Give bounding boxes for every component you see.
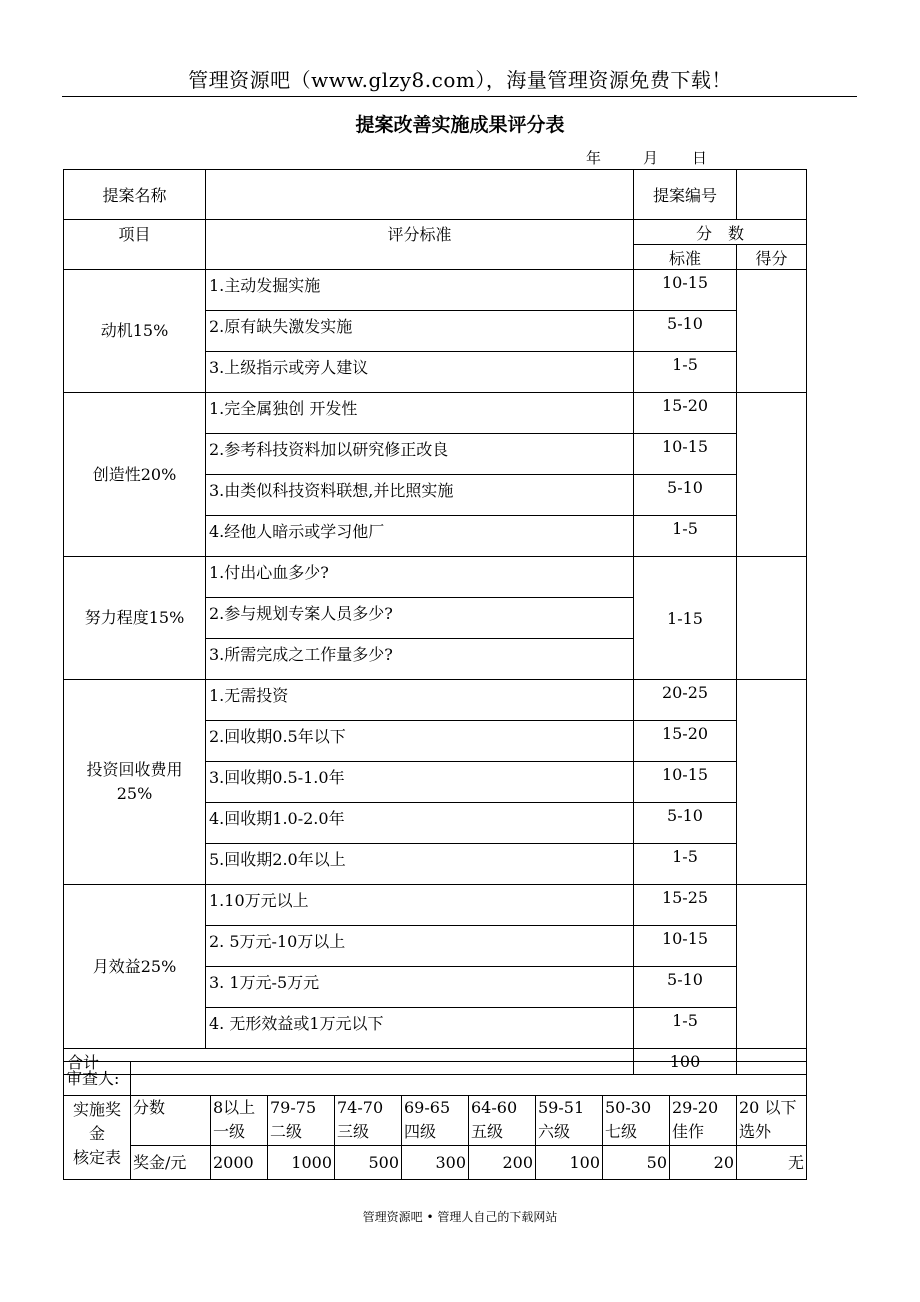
header-divider [62, 96, 857, 97]
criterion-cell: 3.上级指示或旁人建议 [206, 352, 634, 393]
level-range: 8以上 [213, 1098, 256, 1117]
bonus-label-line: 金 [88, 1124, 105, 1143]
level-cell [268, 1096, 335, 1146]
level-grade: 六级 [538, 1122, 571, 1141]
amount-cell: 100 [536, 1146, 603, 1180]
level-cell [737, 1096, 807, 1146]
criterion-cell: 4. 无形效益或1万元以下 [206, 1008, 634, 1049]
page-title: 提案改善实施成果评分表 [355, 114, 565, 136]
standard-cell: 1-5 [634, 516, 737, 557]
amount-cell: 300 [402, 1146, 469, 1180]
level-grade: 佳作 [672, 1122, 705, 1141]
level-range: 74-70 [337, 1098, 384, 1117]
score-input-cell[interactable] [737, 885, 807, 1049]
date-day-label: 日 [692, 149, 708, 167]
level-range: 64-60 [471, 1098, 518, 1117]
level-cell [469, 1096, 536, 1146]
score-input-cell[interactable] [737, 680, 807, 885]
criterion-cell: 3.回收期0.5-1.0年 [206, 762, 634, 803]
date-year-label: 年 [586, 149, 602, 167]
obtained-column-header: 得分 [737, 245, 807, 270]
level-range: 69-65 [404, 1098, 451, 1117]
criterion-cell: 2.回收期0.5年以下 [206, 721, 634, 762]
level-range: 20 以下 [739, 1098, 797, 1117]
proposal-name-field[interactable] [206, 170, 634, 220]
proposal-number-field[interactable] [737, 170, 807, 220]
level-grade: 七级 [605, 1122, 638, 1141]
amount-row-label: 奖金/元 [131, 1146, 211, 1180]
criterion-cell: 2.参与规划专案人员多少? [206, 598, 634, 639]
criterion-cell: 3.所需完成之工作量多少? [206, 639, 634, 680]
site-header: 管理资源吧（www.glzy8.com），海量管理资源免费下载！ [188, 68, 732, 92]
criterion-cell: 4.经他人暗示或学习他厂 [206, 516, 634, 557]
level-range: 59-51 [538, 1098, 585, 1117]
amount-cell: 200 [469, 1146, 536, 1180]
criterion-cell: 1.10万元以上 [206, 885, 634, 926]
score-column-header: 分 数 [634, 220, 807, 245]
table-row [64, 680, 807, 721]
criterion-cell: 1.无需投资 [206, 680, 634, 721]
amount-cell: 无 [737, 1146, 807, 1180]
criterion-cell: 1.付出心血多少? [206, 557, 634, 598]
table-row [64, 885, 807, 926]
standard-cell: 10-15 [634, 762, 737, 803]
criterion-cell: 2. 5万元-10万以上 [206, 926, 634, 967]
level-range: 50-30 [605, 1098, 652, 1117]
standard-cell: 15-20 [634, 393, 737, 434]
reviewer-row [64, 1062, 807, 1096]
level-grade: 五级 [471, 1122, 504, 1141]
amount-cell: 2000 [211, 1146, 268, 1180]
amount-cell: 500 [335, 1146, 402, 1180]
criterion-cell: 3.由类似科技资料联想,并比照实施 [206, 475, 634, 516]
criterion-cell: 3. 1万元-5万元 [206, 967, 634, 1008]
group-label-motivation: 动机15% [64, 270, 206, 393]
amount-cell: 50 [603, 1146, 670, 1180]
standard-cell: 15-25 [634, 885, 737, 926]
table-row [64, 393, 807, 434]
reviewer-field[interactable] [131, 1062, 807, 1096]
bonus-table-label [64, 1096, 131, 1180]
table-row [64, 557, 807, 598]
standard-cell: 15-20 [634, 721, 737, 762]
level-grade: 四级 [404, 1122, 437, 1141]
criterion-cell: 5.回收期2.0年以上 [206, 844, 634, 885]
group-label-effort: 努力程度15% [64, 557, 206, 680]
standard-cell: 10-15 [634, 926, 737, 967]
group-label-investment [64, 680, 206, 885]
standard-cell: 10-15 [634, 270, 737, 311]
standard-cell: 5-10 [634, 311, 737, 352]
bonus-label-line: 实施奖 [72, 1100, 121, 1119]
item-column-header: 项目 [64, 220, 206, 270]
group-label-line: 投资回收费用 [86, 760, 183, 779]
score-input-cell[interactable] [737, 557, 807, 680]
standard-cell: 1-5 [634, 844, 737, 885]
criterion-cell: 4.回收期1.0-2.0年 [206, 803, 634, 844]
score-row-label: 分数 [131, 1096, 211, 1146]
site-footer: 管理资源吧 • 管理人自己的下载网站 [362, 1210, 558, 1224]
proposal-name-label: 提案名称 [64, 170, 206, 220]
standard-column-header: 标准 [634, 245, 737, 270]
standard-cell: 5-10 [634, 967, 737, 1008]
criterion-cell: 2.参考科技资料加以研究修正改良 [206, 434, 634, 475]
standard-cell: 5-10 [634, 475, 737, 516]
bonus-amount-row [64, 1146, 807, 1180]
bonus-score-row [64, 1096, 807, 1146]
score-input-cell[interactable] [737, 270, 807, 393]
proposal-number-label: 提案编号 [634, 170, 737, 220]
proposal-info-row [64, 170, 807, 220]
table-row [64, 270, 807, 311]
level-range: 29-20 [672, 1098, 719, 1117]
level-cell [603, 1096, 670, 1146]
standard-cell: 1-5 [634, 352, 737, 393]
level-cell [402, 1096, 469, 1146]
column-header-row [64, 220, 807, 245]
standard-cell: 20-25 [634, 680, 737, 721]
level-grade: 三级 [337, 1122, 370, 1141]
reviewer-label: 审查人: [64, 1062, 131, 1096]
date-month-label: 月 [643, 149, 659, 167]
total-standard: 100 [634, 1049, 737, 1075]
standard-cell: 5-10 [634, 803, 737, 844]
bonus-label-line: 核定表 [72, 1148, 121, 1167]
score-input-cell[interactable] [737, 393, 807, 557]
group-label-monthly-benefit: 月效益25% [64, 885, 206, 1049]
amount-cell: 1000 [268, 1146, 335, 1180]
merged-standard-cell: 1-15 [634, 557, 737, 680]
group-label-line: 25% [116, 784, 153, 803]
level-range: 79-75 [270, 1098, 317, 1117]
level-grade: 一级 [213, 1122, 246, 1141]
level-grade: 二级 [270, 1122, 303, 1141]
total-label: 合计 [64, 1049, 206, 1075]
criterion-cell: 1.完全属独创 开发性 [206, 393, 634, 434]
standard-cell: 1-5 [634, 1008, 737, 1049]
level-cell [335, 1096, 402, 1146]
level-cell [211, 1096, 268, 1146]
criterion-cell: 1.主动发掘实施 [206, 270, 634, 311]
level-grade: 选外 [739, 1122, 772, 1141]
level-cell [670, 1096, 737, 1146]
criterion-cell: 2.原有缺失激发实施 [206, 311, 634, 352]
level-cell [536, 1096, 603, 1146]
group-label-creativity: 创造性20% [64, 393, 206, 557]
criteria-column-header: 评分标准 [206, 220, 634, 270]
standard-cell: 10-15 [634, 434, 737, 475]
bonus-table [63, 1061, 807, 1180]
amount-cell: 20 [670, 1146, 737, 1180]
scoring-table [63, 169, 807, 1075]
